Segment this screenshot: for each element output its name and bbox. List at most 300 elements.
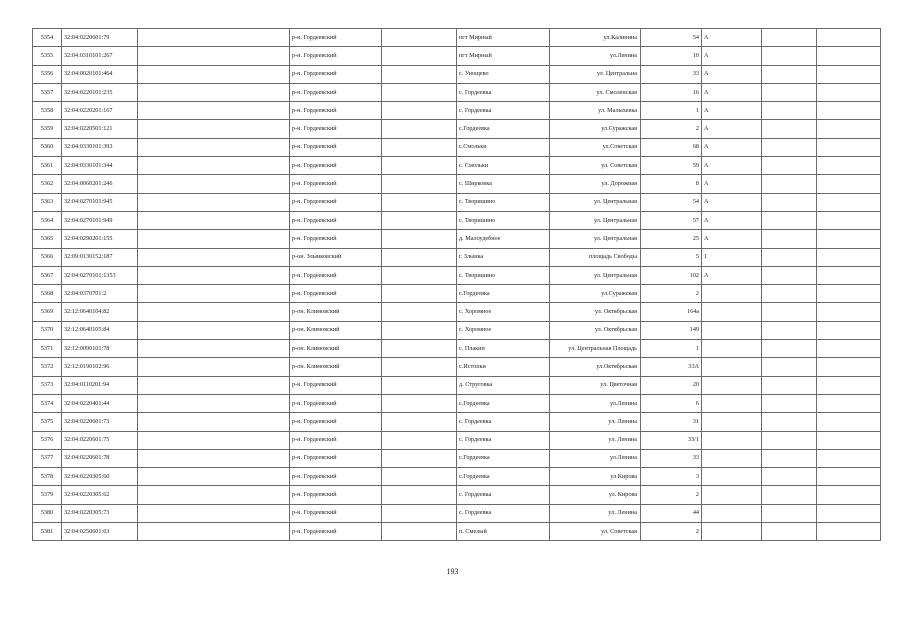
row-number-cell: 5373 xyxy=(33,376,62,394)
house-number-cell: 3 xyxy=(641,468,702,486)
empty-cell xyxy=(382,175,457,193)
row-number-cell: 5371 xyxy=(33,340,62,358)
empty-cell xyxy=(382,468,457,486)
settlement-cell: с. Гордеевка xyxy=(457,413,550,431)
settlement-cell: с. Плакин xyxy=(457,340,550,358)
empty-cell xyxy=(817,523,881,541)
empty-cell xyxy=(762,193,817,211)
house-number-cell: 59 xyxy=(641,157,702,175)
district-cell: р-н. Гордеевский xyxy=(290,523,382,541)
letter-cell xyxy=(702,358,762,376)
cadastral-number-cell: 32:04:0290201:155 xyxy=(62,230,138,248)
cadastral-number-cell: 32:04:0220601:78 xyxy=(62,449,138,467)
cadastral-number-cell: 32:04:0020101:464 xyxy=(62,65,138,83)
empty-cell xyxy=(762,523,817,541)
empty-cell xyxy=(382,376,457,394)
empty-cell xyxy=(762,449,817,467)
settlement-cell: с. Гордеевка xyxy=(457,431,550,449)
cadastral-number-cell: 32:04:0270101:1353 xyxy=(62,266,138,284)
house-number-cell: 68 xyxy=(641,138,702,156)
empty-cell xyxy=(762,157,817,175)
letter-cell: А xyxy=(702,193,762,211)
letter-cell xyxy=(702,413,762,431)
table-row xyxy=(33,303,881,321)
district-cell: р-н. Гордеевский xyxy=(290,120,382,138)
house-number-cell: 16 xyxy=(641,83,702,101)
street-cell: ул. Октябрьская xyxy=(550,321,641,339)
letter-cell xyxy=(702,486,762,504)
district-cell: р-н. Гордеевский xyxy=(290,504,382,522)
street-cell: ул.Ленина xyxy=(550,394,641,412)
empty-cell xyxy=(138,486,290,504)
empty-cell xyxy=(138,376,290,394)
empty-cell xyxy=(817,230,881,248)
settlement-cell: пгт Мирный xyxy=(457,47,550,65)
house-number-cell: 20 xyxy=(641,376,702,394)
district-cell: р-н. Гордеевский xyxy=(290,29,382,47)
empty-cell xyxy=(138,303,290,321)
empty-cell xyxy=(817,285,881,303)
empty-cell xyxy=(762,248,817,266)
district-cell: р-н. Гордеевский xyxy=(290,266,382,284)
empty-cell xyxy=(138,175,290,193)
empty-cell xyxy=(138,157,290,175)
settlement-cell: с. Ширковка xyxy=(457,175,550,193)
settlement-cell: с. Смольки xyxy=(457,157,550,175)
row-number-cell: 5369 xyxy=(33,303,62,321)
empty-cell xyxy=(817,468,881,486)
settlement-cell: п. Смелый xyxy=(457,523,550,541)
empty-cell xyxy=(762,29,817,47)
page-number: 193 xyxy=(446,567,459,576)
row-number-cell: 5370 xyxy=(33,321,62,339)
empty-cell xyxy=(762,175,817,193)
letter-cell xyxy=(702,376,762,394)
empty-cell xyxy=(817,358,881,376)
street-cell: ул. Центральная Площадь xyxy=(550,340,641,358)
letter-cell: А xyxy=(702,230,762,248)
empty-cell xyxy=(817,138,881,156)
row-number-cell: 5375 xyxy=(33,413,62,431)
empty-cell xyxy=(817,175,881,193)
row-number-cell: 5359 xyxy=(33,120,62,138)
district-cell: р-н. Гордеевский xyxy=(290,486,382,504)
district-cell: р-он. Злынковский xyxy=(290,248,382,266)
house-number-cell: 6 xyxy=(641,394,702,412)
table-row xyxy=(33,102,881,120)
street-cell: ул. Ленина xyxy=(550,413,641,431)
street-cell: ул.Суражская xyxy=(550,285,641,303)
settlement-cell: с.Гордеевка xyxy=(457,120,550,138)
empty-cell xyxy=(762,102,817,120)
letter-cell xyxy=(702,468,762,486)
empty-cell xyxy=(762,321,817,339)
table-row xyxy=(33,486,881,504)
empty-cell xyxy=(138,65,290,83)
empty-cell xyxy=(817,193,881,211)
street-cell: ул. Центральная xyxy=(550,230,641,248)
street-cell: ул. Советская xyxy=(550,523,641,541)
table-row xyxy=(33,29,881,47)
empty-cell xyxy=(817,394,881,412)
table-row xyxy=(33,138,881,156)
empty-cell xyxy=(382,504,457,522)
empty-cell xyxy=(817,504,881,522)
settlement-cell: с.Гордеевка xyxy=(457,394,550,412)
cadastral-number-cell: 32:04:0270101:945 xyxy=(62,193,138,211)
empty-cell xyxy=(382,303,457,321)
empty-cell xyxy=(382,413,457,431)
empty-cell xyxy=(382,157,457,175)
empty-cell xyxy=(138,29,290,47)
house-number-cell: 33 xyxy=(641,449,702,467)
house-number-cell: 31 xyxy=(641,413,702,431)
street-cell: ул. Центральная xyxy=(550,266,641,284)
empty-cell xyxy=(382,285,457,303)
district-cell: р-н. Гордеевский xyxy=(290,468,382,486)
empty-cell xyxy=(138,285,290,303)
row-number-cell: 5360 xyxy=(33,138,62,156)
table-row xyxy=(33,394,881,412)
empty-cell xyxy=(382,321,457,339)
empty-cell xyxy=(138,358,290,376)
house-number-cell: 2 xyxy=(641,120,702,138)
empty-cell xyxy=(382,65,457,83)
cadastral-number-cell: 32:04:0060201:246 xyxy=(62,175,138,193)
street-cell: ул.Калинина xyxy=(550,29,641,47)
empty-cell xyxy=(762,504,817,522)
street-cell: ул. Цветочная xyxy=(550,376,641,394)
settlement-cell: с. Унощево xyxy=(457,65,550,83)
table-row xyxy=(33,65,881,83)
letter-cell: А xyxy=(702,47,762,65)
empty-cell xyxy=(382,486,457,504)
empty-cell xyxy=(762,266,817,284)
table-row xyxy=(33,340,881,358)
settlement-cell: д. Малоудебное xyxy=(457,230,550,248)
settlement-cell: с. Гордеевка xyxy=(457,486,550,504)
district-cell: р-он. Климовский xyxy=(290,340,382,358)
empty-cell xyxy=(817,376,881,394)
empty-cell xyxy=(817,449,881,467)
cadastral-number-cell: 32:04:0220601:73 xyxy=(62,413,138,431)
empty-cell xyxy=(817,413,881,431)
row-number-cell: 5365 xyxy=(33,230,62,248)
empty-cell xyxy=(138,230,290,248)
row-number-cell: 5358 xyxy=(33,102,62,120)
empty-cell xyxy=(382,340,457,358)
house-number-cell: 2 xyxy=(641,285,702,303)
empty-cell xyxy=(762,486,817,504)
district-cell: р-н. Гордеевский xyxy=(290,102,382,120)
empty-cell xyxy=(762,65,817,83)
empty-cell xyxy=(138,83,290,101)
row-number-cell: 5362 xyxy=(33,175,62,193)
row-number-cell: 5378 xyxy=(33,468,62,486)
empty-cell xyxy=(138,449,290,467)
settlement-cell: пгт Мирный xyxy=(457,29,550,47)
empty-cell xyxy=(762,376,817,394)
street-cell: ул.Советская xyxy=(550,138,641,156)
settlement-cell: с. Гордеевка xyxy=(457,83,550,101)
house-number-cell: 1 xyxy=(641,102,702,120)
row-number-cell: 5366 xyxy=(33,248,62,266)
empty-cell xyxy=(382,83,457,101)
cadastral-number-cell: 32:04:0330101:344 xyxy=(62,157,138,175)
letter-cell xyxy=(702,449,762,467)
street-cell: ул. Советская xyxy=(550,157,641,175)
row-number-cell: 5376 xyxy=(33,431,62,449)
empty-cell xyxy=(138,266,290,284)
letter-cell xyxy=(702,504,762,522)
empty-cell xyxy=(817,321,881,339)
empty-cell xyxy=(817,340,881,358)
empty-cell xyxy=(762,138,817,156)
cadastral-number-cell: 32:04:0330101:393 xyxy=(62,138,138,156)
row-number-cell: 5361 xyxy=(33,157,62,175)
cadastral-number-cell: 32:04:0270101:949 xyxy=(62,211,138,229)
district-cell: р-н. Гордеевский xyxy=(290,157,382,175)
cadastral-number-cell: 32:04:0310101:267 xyxy=(62,47,138,65)
row-number-cell: 5363 xyxy=(33,193,62,211)
empty-cell xyxy=(382,193,457,211)
district-cell: р-он. Климовский xyxy=(290,321,382,339)
cadastral-number-cell: 32:04:0220501:121 xyxy=(62,120,138,138)
house-number-cell: 164а xyxy=(641,303,702,321)
street-cell: ул. Ленина xyxy=(550,504,641,522)
table-row xyxy=(33,266,881,284)
empty-cell xyxy=(762,303,817,321)
table-row xyxy=(33,449,881,467)
empty-cell xyxy=(138,504,290,522)
table-row xyxy=(33,376,881,394)
letter-cell: А xyxy=(702,175,762,193)
settlement-cell: с. Гордеевка xyxy=(457,504,550,522)
cadastral-number-cell: 32:04:0250601:63 xyxy=(62,523,138,541)
empty-cell xyxy=(138,431,290,449)
settlement-cell: д. Струговка xyxy=(457,376,550,394)
district-cell: р-н. Гордеевский xyxy=(290,449,382,467)
district-cell: р-н. Гордеевский xyxy=(290,138,382,156)
letter-cell: А xyxy=(702,29,762,47)
empty-cell xyxy=(382,47,457,65)
empty-cell xyxy=(817,47,881,65)
empty-cell xyxy=(382,266,457,284)
empty-cell xyxy=(817,29,881,47)
empty-cell xyxy=(138,102,290,120)
street-cell: ул. Дорожная xyxy=(550,175,641,193)
empty-cell xyxy=(762,83,817,101)
empty-cell xyxy=(382,211,457,229)
letter-cell: А xyxy=(702,266,762,284)
letter-cell xyxy=(702,394,762,412)
house-number-cell: 54 xyxy=(641,193,702,211)
table-row xyxy=(33,83,881,101)
row-number-cell: 5379 xyxy=(33,486,62,504)
settlement-cell: с. Хоромное xyxy=(457,303,550,321)
table-row xyxy=(33,468,881,486)
street-cell: площадь Свободы xyxy=(550,248,641,266)
cadastral-number-cell: 32:04:0220305:60 xyxy=(62,468,138,486)
cadastral-number-cell: 32:04:0220201:167 xyxy=(62,102,138,120)
house-number-cell: 5 xyxy=(641,248,702,266)
cadastral-number-cell: 32:04:0110201:94 xyxy=(62,376,138,394)
house-number-cell: 10 xyxy=(641,47,702,65)
cadastral-number-cell: 32:04:0220601:75 xyxy=(62,431,138,449)
empty-cell xyxy=(762,358,817,376)
settlement-cell: с. Творишино xyxy=(457,266,550,284)
empty-cell xyxy=(382,394,457,412)
settlement-cell: с.Смольки xyxy=(457,138,550,156)
registry-table xyxy=(32,28,881,541)
table-row xyxy=(33,211,881,229)
street-cell: ул. Кирова xyxy=(550,486,641,504)
street-cell: ул. Ленина xyxy=(550,431,641,449)
letter-cell: А xyxy=(702,138,762,156)
district-cell: р-н. Гордеевский xyxy=(290,394,382,412)
cadastral-number-cell: 32:12:0090101:78 xyxy=(62,340,138,358)
empty-cell xyxy=(817,157,881,175)
empty-cell xyxy=(817,248,881,266)
row-number-cell: 5367 xyxy=(33,266,62,284)
settlement-cell: с. Творишино xyxy=(457,193,550,211)
table-row xyxy=(33,504,881,522)
cadastral-number-cell: 32:04:0220305:62 xyxy=(62,486,138,504)
table-row xyxy=(33,248,881,266)
letter-cell: А xyxy=(702,65,762,83)
empty-cell xyxy=(382,248,457,266)
row-number-cell: 5377 xyxy=(33,449,62,467)
empty-cell xyxy=(762,285,817,303)
settlement-cell: г. Злынка xyxy=(457,248,550,266)
empty-cell xyxy=(817,486,881,504)
empty-cell xyxy=(382,102,457,120)
empty-cell xyxy=(138,413,290,431)
letter-cell xyxy=(702,285,762,303)
district-cell: р-н. Гордеевский xyxy=(290,47,382,65)
row-number-cell: 5374 xyxy=(33,394,62,412)
house-number-cell: 102 xyxy=(641,266,702,284)
district-cell: р-н. Гордеевский xyxy=(290,285,382,303)
house-number-cell: 57 xyxy=(641,211,702,229)
empty-cell xyxy=(138,211,290,229)
cadastral-number-cell: 32:12:0190102:96 xyxy=(62,358,138,376)
table-row xyxy=(33,230,881,248)
district-cell: р-н. Гордеевский xyxy=(290,230,382,248)
empty-cell xyxy=(138,248,290,266)
empty-cell xyxy=(382,431,457,449)
settlement-cell: с. Творишино xyxy=(457,211,550,229)
row-number-cell: 5364 xyxy=(33,211,62,229)
empty-cell xyxy=(762,394,817,412)
row-number-cell: 5372 xyxy=(33,358,62,376)
house-number-cell: 25 xyxy=(641,230,702,248)
district-cell: р-н. Гордеевский xyxy=(290,193,382,211)
empty-cell xyxy=(382,449,457,467)
empty-cell xyxy=(138,193,290,211)
empty-cell xyxy=(138,468,290,486)
empty-cell xyxy=(817,303,881,321)
street-cell: ул. Малыхевка xyxy=(550,102,641,120)
row-number-cell: 5381 xyxy=(33,523,62,541)
letter-cell: А xyxy=(702,120,762,138)
street-cell: ул.Октябрьская xyxy=(550,358,641,376)
letter-cell xyxy=(702,321,762,339)
settlement-cell: с.Гордеевка xyxy=(457,468,550,486)
table-row xyxy=(33,321,881,339)
registry-table-body xyxy=(33,29,881,541)
settlement-cell: с.Гордеевка xyxy=(457,285,550,303)
empty-cell xyxy=(762,340,817,358)
empty-cell xyxy=(762,47,817,65)
cadastral-number-cell: 32:12:0640104:82 xyxy=(62,303,138,321)
letter-cell xyxy=(702,431,762,449)
cadastral-number-cell: 32:04:0220601:79 xyxy=(62,29,138,47)
empty-cell xyxy=(762,468,817,486)
row-number-cell: 5355 xyxy=(33,47,62,65)
house-number-cell: 33А xyxy=(641,358,702,376)
cadastral-number-cell: 32:09:0130152:187 xyxy=(62,248,138,266)
street-cell: ул. Смоленская xyxy=(550,83,641,101)
empty-cell xyxy=(382,230,457,248)
empty-cell xyxy=(138,47,290,65)
house-number-cell: 1 xyxy=(641,340,702,358)
cadastral-number-cell: 32:04:0220401:44 xyxy=(62,394,138,412)
cadastral-number-cell: 32:04:0220305:73 xyxy=(62,504,138,522)
settlement-cell: с.Гордеевка xyxy=(457,449,550,467)
district-cell: р-н. Гордеевский xyxy=(290,211,382,229)
empty-cell xyxy=(762,120,817,138)
house-number-cell: 44 xyxy=(641,504,702,522)
letter-cell: А xyxy=(702,211,762,229)
table-row xyxy=(33,413,881,431)
house-number-cell: 149 xyxy=(641,321,702,339)
street-cell: ул. Октябрьская xyxy=(550,303,641,321)
street-cell: ул.Ленина xyxy=(550,449,641,467)
row-number-cell: 5368 xyxy=(33,285,62,303)
empty-cell xyxy=(817,102,881,120)
row-number-cell: 5380 xyxy=(33,504,62,522)
empty-cell xyxy=(762,230,817,248)
letter-cell xyxy=(702,303,762,321)
empty-cell xyxy=(762,413,817,431)
letter-cell: А xyxy=(702,83,762,101)
district-cell: р-н. Гордеевский xyxy=(290,376,382,394)
street-cell: ул.Ленина xyxy=(550,47,641,65)
district-cell: р-он. Климовский xyxy=(290,358,382,376)
settlement-cell: с. Хоромное xyxy=(457,321,550,339)
district-cell: р-н. Гордеевский xyxy=(290,175,382,193)
house-number-cell: 54 xyxy=(641,29,702,47)
row-number-cell: 5357 xyxy=(33,83,62,101)
empty-cell xyxy=(817,266,881,284)
table-row xyxy=(33,157,881,175)
district-cell: р-он. Климовский xyxy=(290,303,382,321)
empty-cell xyxy=(817,211,881,229)
empty-cell xyxy=(138,321,290,339)
letter-cell: А xyxy=(702,102,762,120)
settlement-cell: с.Истопки xyxy=(457,358,550,376)
empty-cell xyxy=(382,523,457,541)
cadastral-number-cell: 32:04:0220101:235 xyxy=(62,83,138,101)
empty-cell xyxy=(817,65,881,83)
letter-cell xyxy=(702,340,762,358)
cadastral-number-cell: 32:12:0640105:84 xyxy=(62,321,138,339)
street-cell: ул. Центральная xyxy=(550,193,641,211)
street-cell: ул.Кирова xyxy=(550,468,641,486)
district-cell: р-н. Гордеевский xyxy=(290,65,382,83)
district-cell: р-н. Гордеевский xyxy=(290,83,382,101)
